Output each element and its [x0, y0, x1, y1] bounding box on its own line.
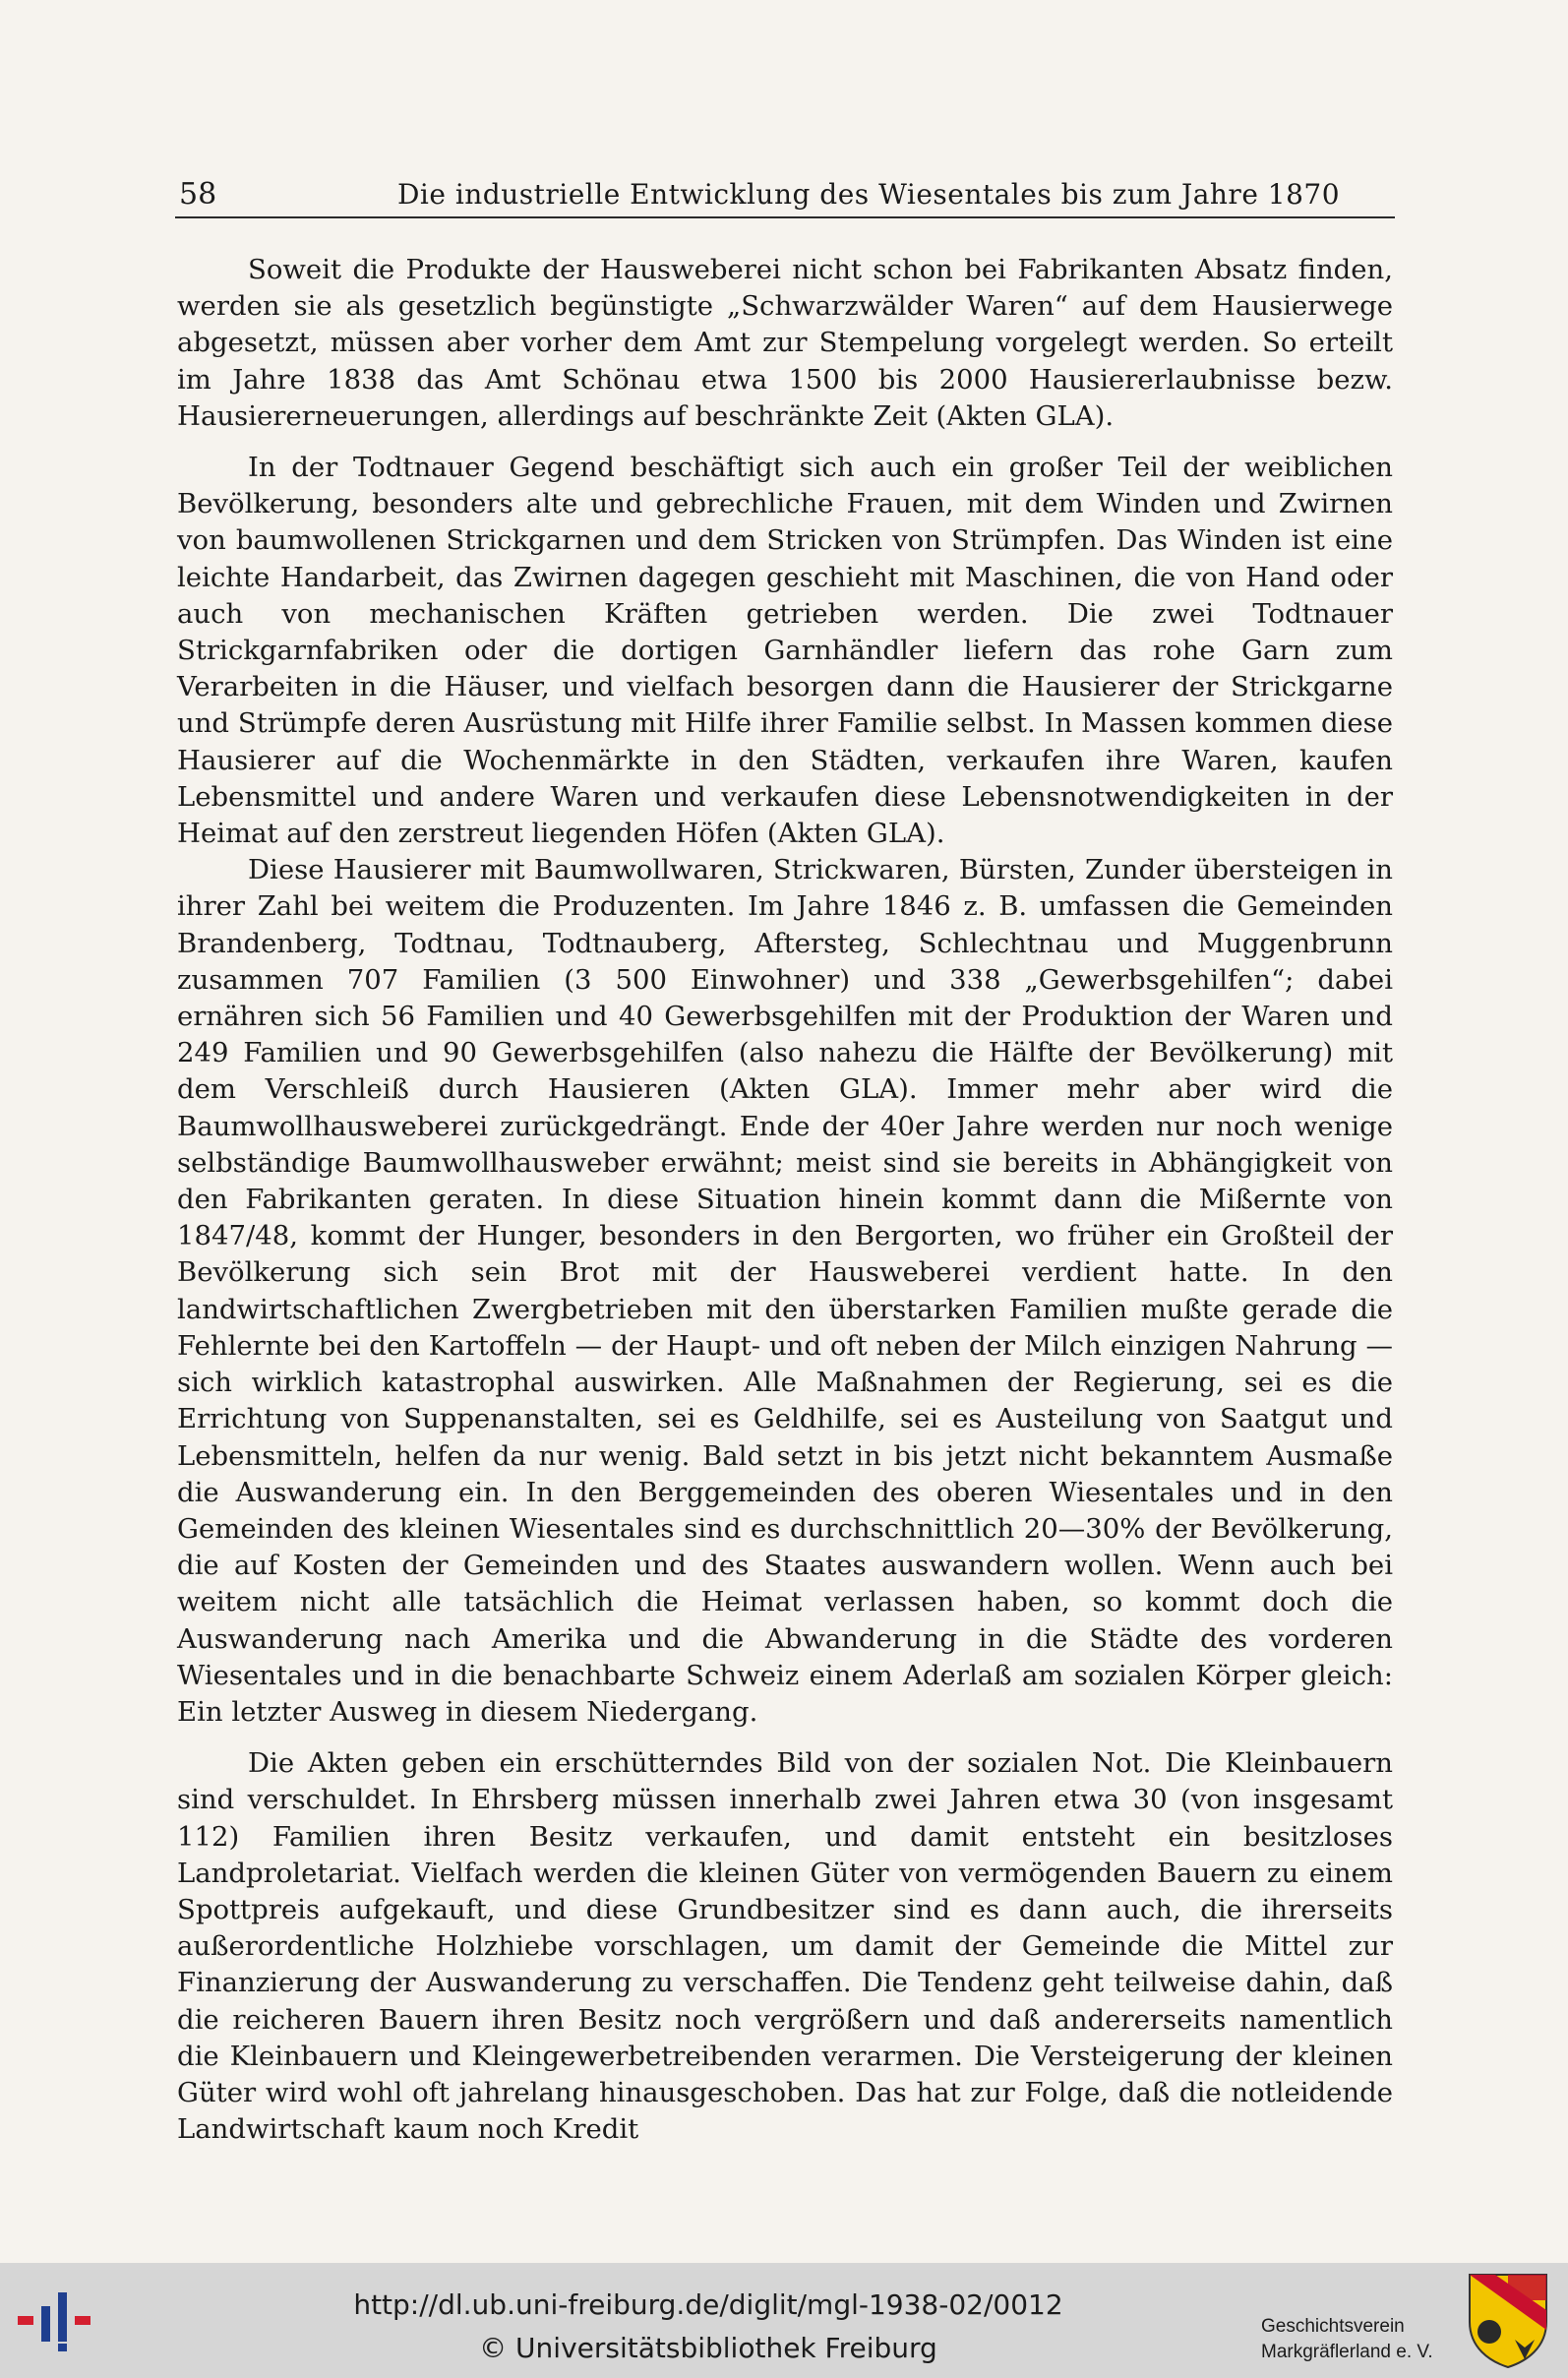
running-head — [175, 175, 1395, 218]
body-text — [177, 252, 1393, 2148]
ub-freiburg-logo-icon — [14, 2287, 102, 2355]
coat-of-arms-icon — [1466, 2271, 1550, 2369]
paragraph: Die Akten geben ein erschütterndes Bild von der sozialen Not. Die Kleinbauern sind verschuldet. In Ehrsberg müssen innerhalb zwei Jahren etwa 30 (von insgesamt 112) Familien ihren Besitz verkaufen, und damit entsteht ein besitzloses Landproletariat. Vielfach werden die kleinen Güter von vermögenden Bauern zu einem Spottpreis aufgekauft, und diese Grundbesitzer sind es dann auch, die ihrerseits außerordentliche Holzhiebe vorschlagen, um damit der Gemeinde die Mittel zur Finanzierung der Auswanderung zu verschaffen. Die Tendenz geht teilweise dahin, daß die reicheren Bauern ihren Besitz noch vergrößern und daß andererseits namentlich die Kleinbauern und Kleingewerbetreibenden verarmen. Die Versteigerung der kleinen Güter wird wohl oft jahrelang hinausgeschoben. Das hat zur Folge, daß die notleidende Landwirtschaft kaum noch Kredit — [177, 1747, 1393, 2146]
running-title: Die industrielle Entwicklung des Wiesentales bis zum Jahre 1870 — [396, 178, 1341, 211]
page-number: 58 — [179, 177, 217, 212]
society-line2: Markgräflerland e. V. — [1261, 2342, 1433, 2362]
paragraph: In der Todtnauer Gegend beschäftigt sich auch ein großer Teil der weiblichen Bevölkerung, besonders alte und gebrechliche Frauen, mit dem Winden und Zwirnen von baumwollenen Strickgarnen und dem Stricken von Strümpfen. Das Winden ist eine leichte Handarbeit, das Zwirnen dagegen geschieht mit Maschinen, die von Hand oder auch von mechanischen Kräften getrieben werden. Die zwei Todtnauer Strickgarnfabriken oder die dortigen Garnhändler liefern das rohe Garn zum Verarbeiten in die Häuser, und vielfach besorgen dann die Hausierer der Strickgarne und Strümpfe deren Ausrüstung mit Hilfe ihrer Familie selbst. In Massen kommen diese Hausierer auf die Wochenmärkte in den Städten, verkaufen ihre Waren, kaufen Lebensmittel und andere Waren und verkaufen diese Lebensnotwendigkeiten in der Heimat auf den zerstreut liegenden Höfen (Akten GLA). — [177, 452, 1393, 850]
source-url-link[interactable]: http://dl.ub.uni-freiburg.de/diglit/mgl-1938-02/0012 — [353, 2288, 1063, 2321]
society-line1: Geschichtsverein — [1261, 2316, 1405, 2337]
society-name — [1261, 2314, 1458, 2365]
paragraph: Diese Hausierer mit Baumwollwaren, Strickwaren, Bürsten, Zunder übersteigen in ihrer Zahl bei weitem die Produzenten. Im Jahre 1846 z. B. umfassen die Gemeinden Brandenberg, Todtnau, Todtnauberg, Aftersteg, Schlechtnau und Muggenbrunn zusammen 707 Familien (3 500 Einwohner) und 338 „Gewerbsgehilfen“; dabei ernähren sich 56 Familien und 40 Gewerbsgehilfen mit der Produktion der Waren und 249 Familien und 90 Gewerbsgehilfen (also nahezu die Hälfte der Bevölkerung) mit dem Verschleiß durch Hausieren (Akten GLA). Immer mehr aber wird die Baumwollhausweberei zurückgedrängt. Ende der 40er Jahre werden nur noch wenige selbständige Baumwollhausweber erwähnt; meist sind sie bereits in Abhängigkeit von den Fabrikanten geraten. In diese Situation hinein kommt dann die Mißernte von 1847/48, kommt der Hunger, besonders in den Bergorten, wo früher ein Großteil der Bevölkerung sich sein Brot mit der Hausweberei verdient hatte. In den landwirtschaftlichen Zwergbetrieben mit den überstarken Familien mußte gerade die Fehlernte bei den Kartoffeln — der Haupt- und oft neben der Milch einzigen Nahrung — sich wirklich katastrophal auswirken. Alle Maßnahmen der Regierung, sei es die Errichtung von Suppenanstalten, sei es Geldhilfe, sei es Austeilung von Saatgut und Lebensmitteln, helfen da nur wenig. Bald setzt in bis jetzt nicht bekanntem Ausmaße die Auswanderung ein. In den Berggemeinden des oberen Wiesentales und in den Gemeinden des kleinen Wiesentales sind es durchschnittlich 20—30% der Bevölkerung, die auf Kosten der Gemeinden und des Staates auswandern wollen. Wenn auch bei weitem nicht alle tatsächlich die Heimat verlassen haben, so kommt doch die Auswanderung nach Amerika und die Abwanderung in die Städte des vorderen Wiesentales und in die benachbarte Schweiz einem Aderlaß am sozialen Körper gleich: Ein letzter Ausweg in diesem Niedergang. — [177, 854, 1393, 1728]
paragraph: Soweit die Produkte der Hausweberei nicht schon bei Fabrikanten Absatz finden, werden sie als gesetzlich begünstigte „Schwarzwälder Waren“ auf dem Hausierwege abgesetzt, müssen aber vorher dem Amt zur Stempelung vorgelegt werden. So erteilt im Jahre 1838 das Amt Schönau etwa 1500 bis 2000 Hausiererlaubnisse bezw. Hausiererneuerungen, allerdings auf beschränkte Zeit (Akten GLA). — [177, 254, 1393, 432]
copyright-text: © Universitätsbibliothek Freiburg — [479, 2332, 937, 2364]
footer-bar — [0, 2263, 1568, 2378]
